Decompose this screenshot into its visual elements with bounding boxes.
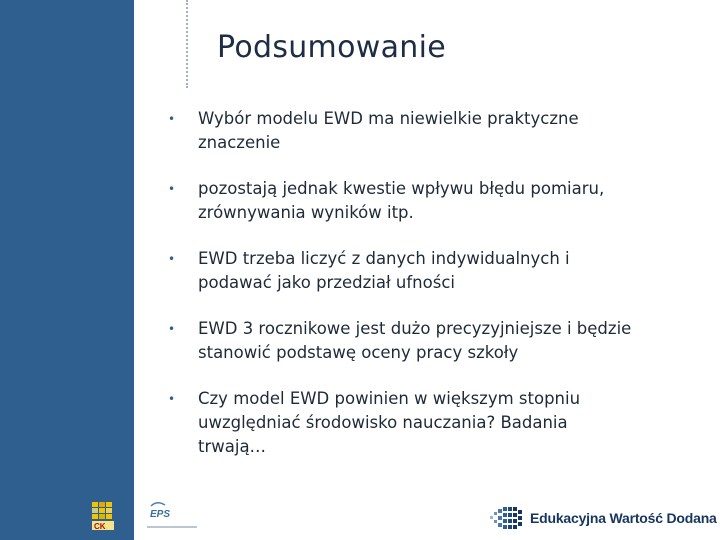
svg-text:EPS: EPS <box>150 509 171 520</box>
bullet-text: Wybór modelu EWD ma niewielkie praktyczne znaczenie <box>198 109 579 152</box>
bullet-text: Czy model EWD powinien w większym stopniu uwzględniać środowisko nauczania? Badania trwają… <box>198 389 581 456</box>
bullet-item <box>168 317 638 365</box>
brand-name: Edukacyjna Wartość Dodana <box>530 510 717 526</box>
brand-logo <box>490 507 717 529</box>
sidebar-band <box>0 0 134 540</box>
svg-text:CK: CK <box>94 522 106 531</box>
bullet-item <box>168 107 638 155</box>
ck-logo <box>90 500 120 532</box>
bullet-marker: • <box>168 322 176 336</box>
bullet-marker: • <box>168 252 176 266</box>
slide-title: Podsumowanie <box>217 30 446 65</box>
eps-logo <box>145 500 199 532</box>
divider-line <box>186 0 188 88</box>
bullet-item <box>168 247 638 295</box>
bullet-text: pozostają jednak kwestie wpływu błędu pomiaru, zrównywania wyników itp. <box>198 179 605 222</box>
grid-icon <box>490 507 524 529</box>
bullet-item <box>168 177 638 225</box>
bullet-marker: • <box>168 112 176 126</box>
bullet-marker: • <box>168 182 176 196</box>
bullet-marker: • <box>168 392 176 406</box>
bullet-text: EWD trzeba liczyć z danych indywidualnych i podawać jako przedział ufności <box>198 249 570 292</box>
bullet-item <box>168 387 638 459</box>
bullet-text: EWD 3 rocznikowe jest dużo precyzyjniejsze i będzie stanowić podstawę oceny pracy szkoły <box>198 319 632 362</box>
bullet-list <box>168 107 638 481</box>
